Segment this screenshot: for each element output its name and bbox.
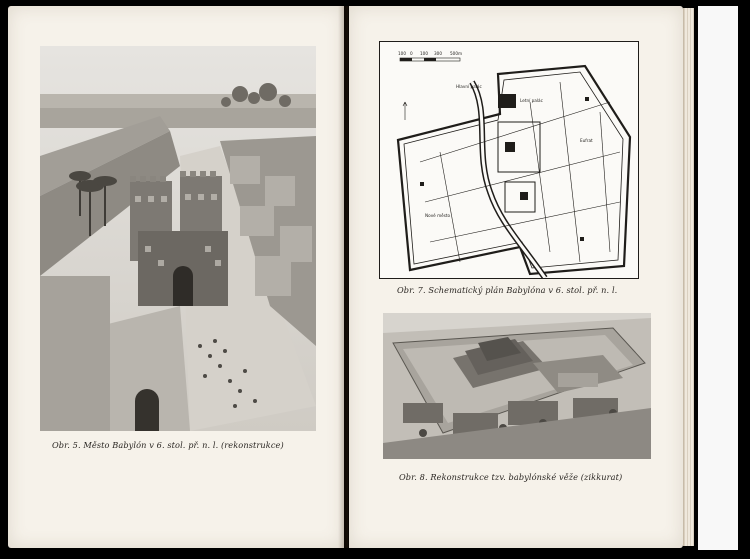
scale-label: 0 xyxy=(410,51,413,56)
map-label-euphrates: Eufrat xyxy=(580,138,593,143)
map-label-main-palace: Hlavní palác xyxy=(456,84,482,89)
ziggurat-reconstruction-image xyxy=(383,313,651,459)
figure-7-caption: Obr. 7. Schematický plán Babylóna v 6. stol. př. n. l. xyxy=(397,285,618,295)
left-page xyxy=(8,6,344,548)
background-sheet xyxy=(698,6,738,550)
page-edges xyxy=(683,8,694,546)
figure-5-caption: Obr. 5. Město Babylón v 6. stol. př. n. l. (rekonstrukce) xyxy=(52,440,284,450)
scale-label: 100 xyxy=(398,51,406,56)
scale-label: 100 xyxy=(420,51,428,56)
scale-label: 500m xyxy=(450,51,463,56)
figure-8-caption: Obr. 8. Rekonstrukce tzv. babylónské věže (zikkurat) xyxy=(399,472,623,482)
right-page xyxy=(349,6,683,548)
babylon-plan-map xyxy=(379,41,639,279)
map-label-new-city: Nové město xyxy=(425,213,451,218)
babylon-city-reconstruction-image xyxy=(40,46,316,431)
scale-label: 300 xyxy=(434,51,442,56)
map-label-summer-palace: Letní palác xyxy=(520,98,543,103)
